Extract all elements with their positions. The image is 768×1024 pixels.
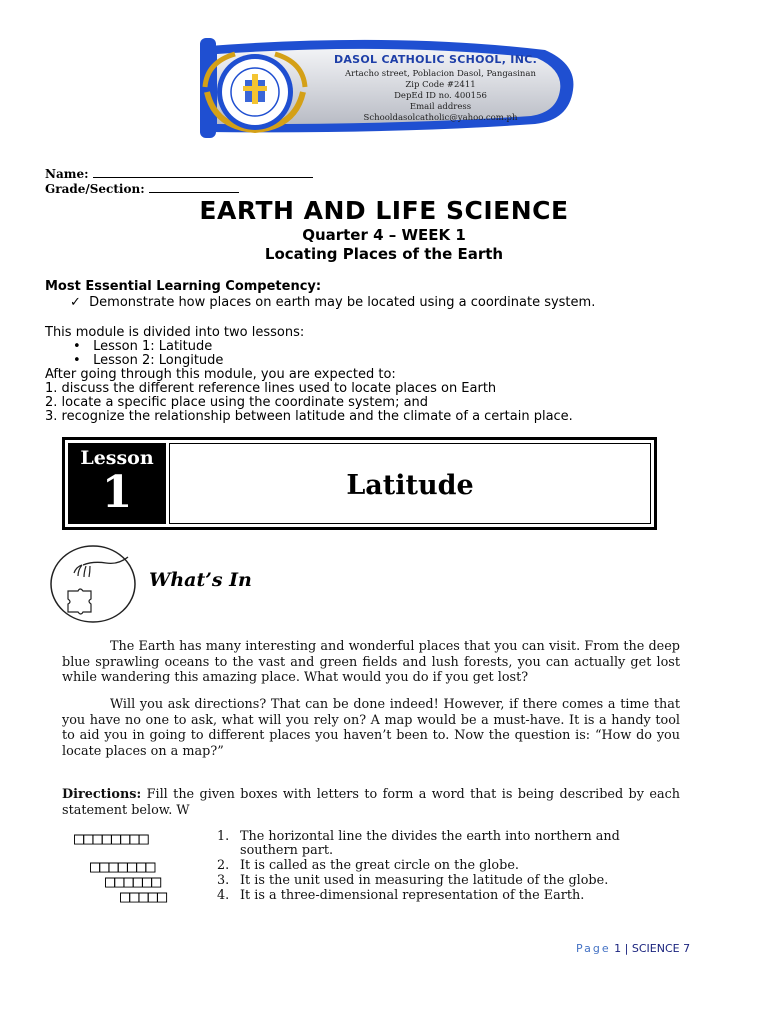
puzzle-hand-icon <box>48 543 138 625</box>
page-number: 1 <box>614 942 622 955</box>
whats-in-paragraph-2: Will you ask directions? That can be done indeed! However, if there comes a time that you have no one to ask, what will you rely on? A map would be a must-have. It is a handy tool to aid you in going to different places you haven’t been to. Now the question is: “How do you locate places on a map?” <box>62 697 680 759</box>
lesson-number-block <box>68 443 166 524</box>
name-label: Name: <box>45 167 89 181</box>
answer-boxes[interactable]: □□□□□ <box>120 887 167 907</box>
whats-in-paragraph-1: The Earth has many interesting and wonderful places that you can visit. From the deep blue sprawling oceans to the vast and green fields and lush forests, you can actually get lost while wandering this amazing place. What would you do if you get lost? <box>62 639 680 685</box>
module-divided: This module is divided into two lessons: <box>45 325 305 340</box>
deped-id: DepEd ID no. 400156 <box>394 91 487 101</box>
objective-item: 2. locate a specific place using the coordinate system; and <box>45 395 429 410</box>
email-address: Schooldasolcatholic@yahoo.com.ph <box>363 113 518 123</box>
whats-in-heading: What’s In <box>149 569 252 591</box>
item-text-continued: southern part. <box>240 843 334 858</box>
answer-boxes[interactable]: □□□□□□□□ <box>74 829 148 849</box>
email-label: Email address <box>409 102 472 112</box>
school-name: DASOL CATHOLIC SCHOOL, INC. <box>333 53 538 66</box>
lesson-number: 1 <box>101 467 133 518</box>
item-number: 1. <box>217 829 230 844</box>
item-number: 3. <box>217 873 230 888</box>
checkmark-icon: ✓ <box>70 295 81 310</box>
page-footer <box>576 942 690 955</box>
directions-label: Directions: <box>62 787 142 802</box>
list-item: • Lesson 1: Latitude <box>73 339 213 354</box>
item-text: It is called as the great circle on the globe. <box>240 858 519 873</box>
item-number: 2. <box>217 858 230 873</box>
grade-section-field <box>45 182 239 196</box>
objective-item: 1. discuss the different reference lines used to locate places on Earth <box>45 381 497 396</box>
lesson-list <box>73 340 223 368</box>
melc-heading: Most Essential Learning Competency: <box>45 279 322 294</box>
page-title: EARTH AND LIFE SCIENCE <box>199 196 569 225</box>
answer-boxes[interactable]: □□□□□□ <box>105 872 161 892</box>
grade-section-blank[interactable] <box>149 182 239 193</box>
melc-text: Demonstrate how places on earth may be located using a coordinate system. <box>89 295 596 310</box>
melc-item <box>70 296 595 310</box>
objectives-list <box>45 382 573 424</box>
address-line: Artacho street, Poblacion Dasol, Pangasinan <box>345 69 536 79</box>
answer-boxes[interactable]: □□□□□□□ <box>90 857 155 877</box>
item-number: 4. <box>217 888 230 903</box>
name-blank[interactable] <box>93 167 313 178</box>
topic-title: Locating Places of the Earth <box>264 245 504 263</box>
name-field <box>45 167 313 181</box>
subject-label: SCIENCE 7 <box>631 942 691 955</box>
zip-code: Zip Code #2411 <box>405 80 476 90</box>
directions-text: Fill the given boxes with letters to form a word that is being described by each statement below. W <box>62 787 681 818</box>
word-puzzle <box>0 828 768 908</box>
objective-item: 3. recognize the relationship between latitude and the climate of a certain place. <box>45 409 573 424</box>
item-text: It is a three-dimensional representation of the Earth. <box>240 888 585 903</box>
item-text: It is the unit used in measuring the latitude of the globe. <box>240 873 609 888</box>
page-word: Page <box>576 942 611 955</box>
expected-text: After going through this module, you are expected to: <box>45 367 396 382</box>
lesson-title-block <box>169 443 651 524</box>
lesson-banner <box>62 437 657 530</box>
lesson-title: Latitude <box>346 470 474 501</box>
footer-separator: | <box>624 942 629 955</box>
lesson-label: Lesson <box>80 447 154 469</box>
quarter-week: Quarter 4 – WEEK 1 <box>302 226 466 244</box>
item-text: The horizontal line the divides the earth into northern and <box>240 829 620 844</box>
directions <box>62 787 680 818</box>
school-address <box>333 69 548 124</box>
grade-section-label: Grade/Section: <box>45 182 145 196</box>
list-item: • Lesson 2: Longitude <box>73 353 224 368</box>
